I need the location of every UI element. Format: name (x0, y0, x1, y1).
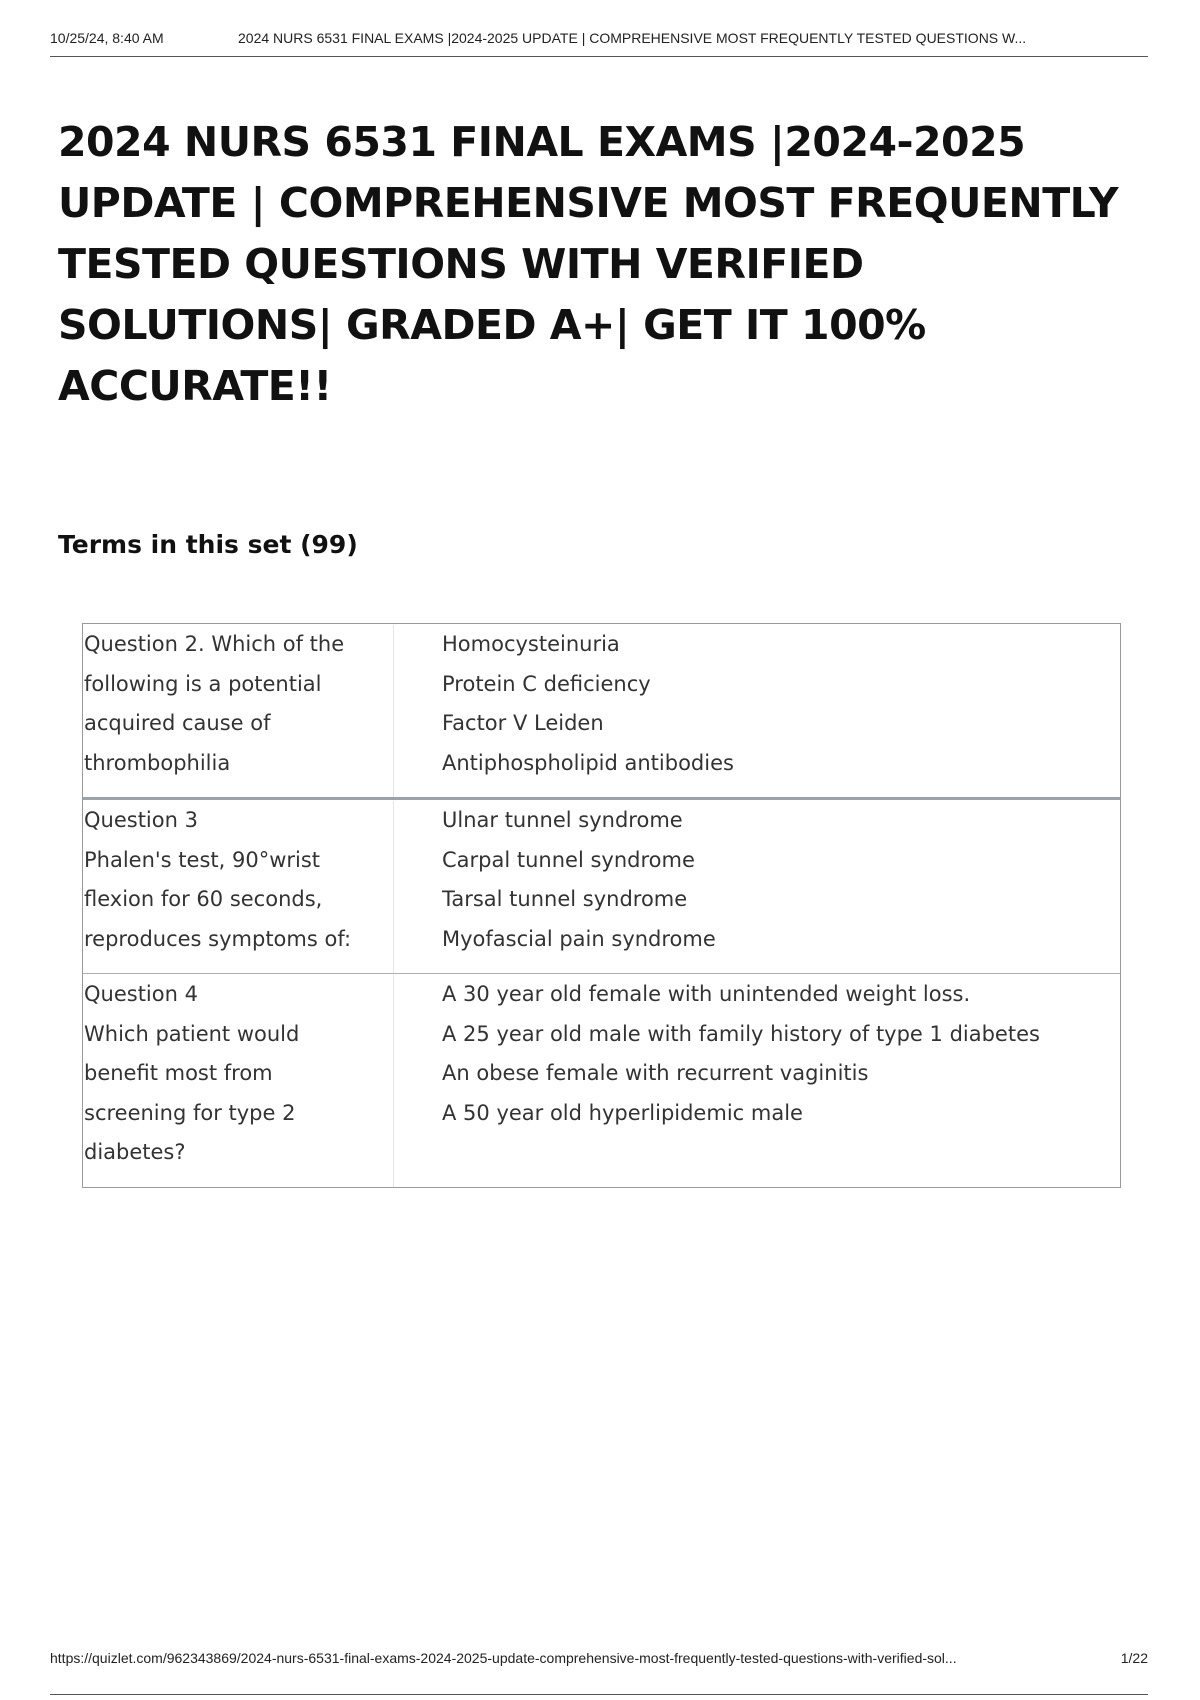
term-question: Question 2. Which of the following is a potential acquired cause of thrombophilia (83, 625, 394, 797)
footer-divider (50, 1694, 1148, 1695)
term-row[interactable] (83, 974, 1120, 1187)
answer-option: Myofascial pain syndrome (442, 926, 716, 951)
page-number: 1/22 (1120, 1650, 1148, 1666)
term-question: Question 4 Which patient would benefit most from screening for type 2 diabetes? (83, 975, 394, 1187)
term-answer-options (394, 625, 1120, 797)
terms-count-heading: Terms in this set (99) (58, 530, 358, 559)
answer-option: A 30 year old female with unintended weight loss. (442, 982, 971, 1006)
answer-option: Tarsal tunnel syndrome (442, 887, 688, 911)
answer-option: Factor V Leiden (442, 711, 604, 735)
answer-option: Antiphospholipid antibodies (442, 750, 734, 775)
term-answer-options (394, 801, 1120, 973)
answer-option: Protein C deficiency (442, 671, 651, 696)
answer-option: An obese female with recurrent vaginitis (442, 1061, 869, 1085)
print-header (50, 30, 1148, 57)
term-row[interactable] (83, 624, 1120, 800)
answer-option: A 50 year old hyperlipidemic male (442, 1100, 803, 1125)
page-title: 2024 NURS 6531 FINAL EXAMS |2024-2025 UPDATE | COMPREHENSIVE MOST FREQUENTLY TESTED QUESTIONS WITH VERIFIED SOLUTIONS| GRADED A+| GET IT 100% ACCURATE!! (58, 118, 1119, 410)
term-question: Question 3 Phalen's test, 90°wrist flexion for 60 seconds, reproduces symptoms of: (83, 801, 394, 973)
print-doc-title: 2024 NURS 6531 FINAL EXAMS |2024-2025 UPDATE | COMPREHENSIVE MOST FREQUENTLY TESTED QUESTIONS W... (238, 30, 1027, 46)
print-date: 10/25/24, 8:40 AM (50, 30, 164, 46)
answer-option: Homocysteinuria (442, 632, 620, 656)
answer-option: A 25 year old male with family history of type 1 diabetes (442, 1021, 1040, 1046)
terms-table (82, 623, 1121, 1188)
term-row[interactable] (83, 800, 1120, 974)
print-url[interactable]: https://quizlet.com/962343869/2024-nurs-6531-final-exams-2024-2025-update-comprehensive-most-frequently-tested-questions-with-verified-sol... (50, 1650, 957, 1666)
term-answer-options (394, 975, 1120, 1187)
answer-option: Ulnar tunnel syndrome (442, 808, 683, 832)
answer-option: Carpal tunnel syndrome (442, 847, 695, 872)
